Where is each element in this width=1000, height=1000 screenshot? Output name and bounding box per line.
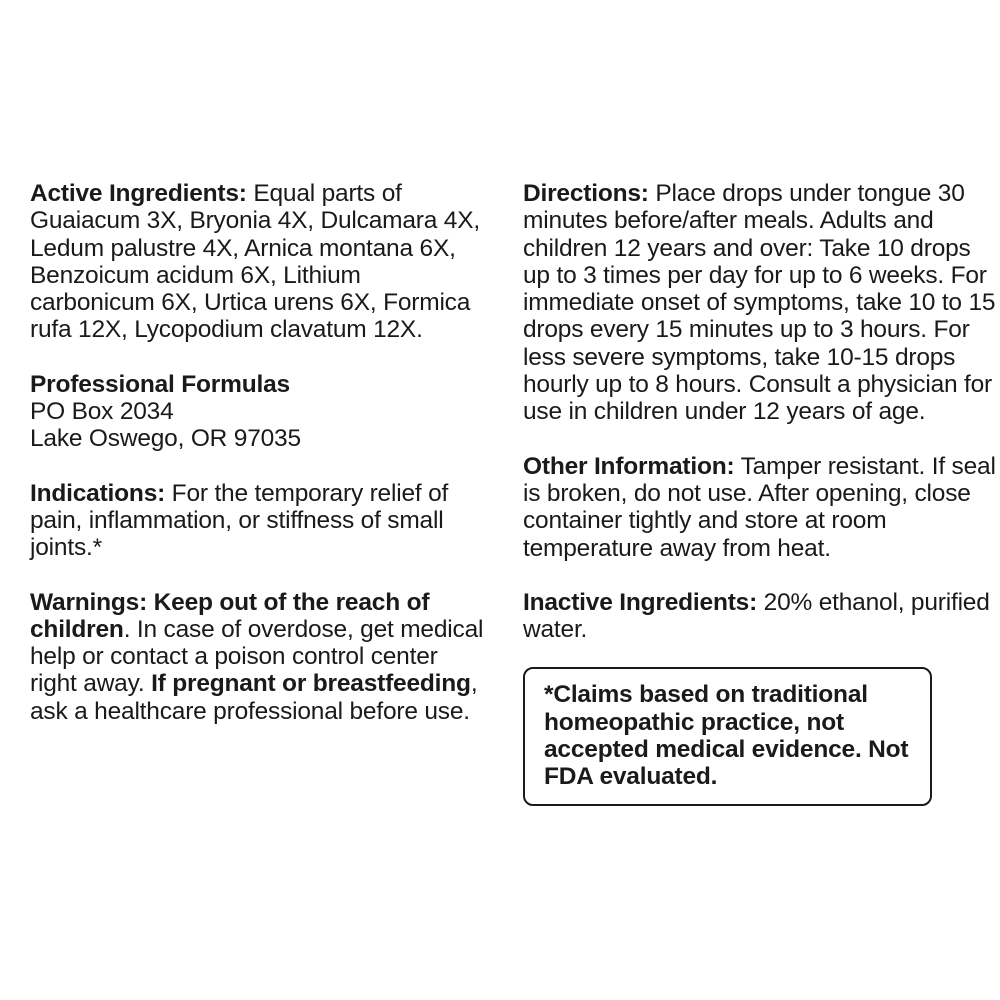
company-section bbox=[30, 371, 490, 453]
warnings-bold-pregnant: If pregnant or breastfeeding bbox=[151, 670, 471, 698]
directions-label: Directions: bbox=[523, 180, 649, 207]
warnings-label: Warnings: bbox=[30, 588, 148, 616]
active-ingredients-section bbox=[30, 180, 490, 344]
directions-text: Place drops under tongue 30 minutes before/after meals. Adults and children 12 years and over: Take 10 drops up to 3 times per day for up to 6 weeks. For immediate onset of symptoms, take 10 to 15 drops every 15 minutes up to 3 hours. For less severe symptoms, take 10-15 drops hourly up to 8 hours. Consult a physician for use in children under 12 years of age. bbox=[523, 180, 996, 426]
directions-section bbox=[523, 180, 1000, 426]
company-address-line2: Lake Oswego, OR 97035 bbox=[30, 425, 301, 453]
inactive-ingredients-label: Inactive Ingredients: bbox=[523, 588, 758, 616]
other-information-section bbox=[523, 453, 1000, 562]
indications-text: For the temporary relief of pain, inflammation, or stiffness of small joints.* bbox=[30, 479, 449, 562]
left-column bbox=[30, 180, 490, 752]
active-ingredients-label: Active Ingredients: bbox=[30, 180, 247, 207]
indications-section bbox=[30, 480, 490, 562]
warnings-section bbox=[30, 589, 490, 725]
indications-paragraph bbox=[30, 480, 490, 562]
directions-paragraph bbox=[523, 180, 1000, 426]
right-column bbox=[523, 180, 1000, 806]
warnings-bold-children: Keep out of the reach of children bbox=[30, 588, 430, 643]
fda-notice-box bbox=[523, 667, 932, 805]
inactive-ingredients-paragraph bbox=[523, 589, 1000, 644]
company-name-text: Professional Formulas bbox=[30, 370, 290, 398]
inactive-ingredients-section bbox=[523, 589, 1000, 644]
other-information-label: Other Information: bbox=[523, 452, 735, 480]
active-ingredients-text: Equal parts of Guaiacum 3X, Bryonia 4X, Dulcamara 4X, Ledum palustre 4X, Arnica montana 6X, Benzoicum acidum 6X, Lithium carbonicum 6X, Urtica urens 6X, Formica rufa 12X, Lycopodium clavatum 12X. bbox=[30, 180, 480, 344]
other-information-paragraph bbox=[523, 453, 1000, 562]
inactive-ingredients-text: 20% ethanol, purified water. bbox=[523, 588, 990, 644]
warnings-text-2: , ask a healthcare professional before use. bbox=[30, 670, 478, 725]
company-address-line1: PO Box 2034 bbox=[30, 398, 174, 426]
active-ingredients-paragraph bbox=[30, 180, 490, 344]
indications-label: Indications: bbox=[30, 479, 166, 507]
warnings-text-1: . In case of overdose, get medical help or contact a poison control center right away. bbox=[30, 615, 484, 698]
other-information-text: Tamper resistant. If seal is broken, do not use. After opening, close container tightly and store at room temperature away from heat. bbox=[523, 452, 996, 562]
company-name bbox=[30, 371, 490, 398]
warnings-paragraph bbox=[30, 589, 490, 725]
fda-notice-text: *Claims based on traditional homeopathic practice, not accepted medical evidence. Not FDA evaluated. bbox=[544, 681, 909, 791]
